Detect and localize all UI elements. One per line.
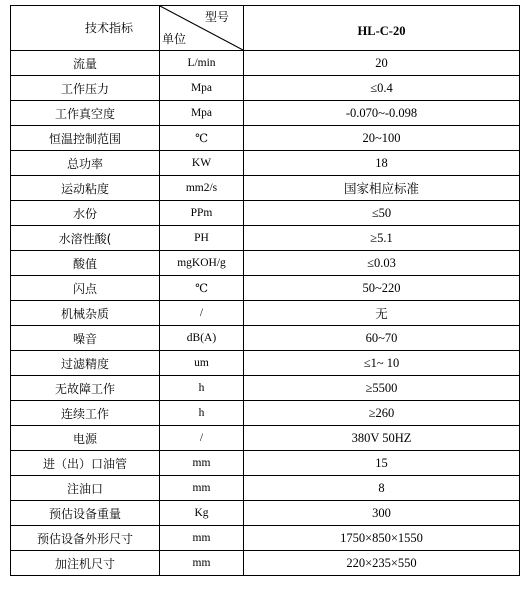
model-header: 型号: [204, 10, 229, 24]
table-row: [11, 526, 520, 551]
param-name: 连续工作: [11, 401, 160, 426]
value-cell: 220×235×550: [244, 551, 520, 576]
param-name: 进（出）口油管: [11, 451, 160, 476]
param-name: 水份: [11, 201, 160, 226]
table-row: [11, 251, 520, 276]
unit-cell: L/min: [160, 51, 244, 76]
param-name: 工作压力: [11, 76, 160, 101]
unit-cell: ℃: [160, 276, 244, 301]
unit-cell: ℃: [160, 126, 244, 151]
unit-cell: Mpa: [160, 76, 244, 101]
unit-cell: mm: [160, 476, 244, 501]
table-row: [11, 201, 520, 226]
value-cell: 20~100: [244, 126, 520, 151]
param-name: 总功率: [11, 151, 160, 176]
value-cell: 300: [244, 501, 520, 526]
param-name: 电源: [11, 426, 160, 451]
value-cell: ≥5.1: [244, 226, 520, 251]
table-row: [11, 476, 520, 501]
table-row: [11, 376, 520, 401]
param-name: 注油口: [11, 476, 160, 501]
value-cell: 20: [244, 51, 520, 76]
table-row: [11, 151, 520, 176]
param-name: 流量: [11, 51, 160, 76]
table-row: [11, 551, 520, 576]
value-cell: 15: [244, 451, 520, 476]
param-name: 工作真空度: [11, 101, 160, 126]
table-row: [11, 76, 520, 101]
unit-cell: um: [160, 351, 244, 376]
value-cell: ≤1~ 10: [244, 351, 520, 376]
param-name: 运动粘度: [11, 176, 160, 201]
param-name: 酸值: [11, 251, 160, 276]
param-name: 噪音: [11, 326, 160, 351]
unit-cell: h: [160, 401, 244, 426]
param-name: 预估设备重量: [11, 501, 160, 526]
unit-cell: mm: [160, 551, 244, 576]
param-name: 无故障工作: [11, 376, 160, 401]
param-name: 加注机尺寸: [11, 551, 160, 576]
table-row: [11, 501, 520, 526]
param-name: 机械杂质: [11, 301, 160, 326]
param-name: 恒温控制范围: [11, 126, 160, 151]
unit-cell: mm: [160, 451, 244, 476]
value-cell: 380V 50HZ: [244, 426, 520, 451]
unit-cell: PH: [160, 226, 244, 251]
spec-table: [10, 5, 520, 576]
unit-cell: /: [160, 301, 244, 326]
unit-cell: KW: [160, 151, 244, 176]
header-row: [11, 6, 520, 51]
value-cell: 18: [244, 151, 520, 176]
value-cell: ≤0.4: [244, 76, 520, 101]
table-row: [11, 276, 520, 301]
table-row: [11, 51, 520, 76]
value-cell: 50~220: [244, 276, 520, 301]
unit-header: 单位: [162, 32, 187, 46]
unit-cell: mm: [160, 526, 244, 551]
value-cell: ≤0.03: [244, 251, 520, 276]
unit-cell: dB(A): [160, 326, 244, 351]
value-cell: 1750×850×1550: [244, 526, 520, 551]
value-cell: 无: [244, 301, 520, 326]
unit-cell: Kg: [160, 501, 244, 526]
table-row: [11, 176, 520, 201]
value-cell: 国家相应标准: [244, 176, 520, 201]
table-row: [11, 126, 520, 151]
value-cell: 60~70: [244, 326, 520, 351]
table-row: [11, 326, 520, 351]
table-row: [11, 451, 520, 476]
model-value: HL-C-20: [244, 6, 520, 51]
unit-cell: mgKOH/g: [160, 251, 244, 276]
table-row: [11, 301, 520, 326]
param-name: 预估设备外形尺寸: [11, 526, 160, 551]
param-header: 技术指标: [11, 6, 160, 51]
unit-cell: PPm: [160, 201, 244, 226]
value-cell: ≥260: [244, 401, 520, 426]
table-row: [11, 401, 520, 426]
unit-cell: /: [160, 426, 244, 451]
unit-cell: h: [160, 376, 244, 401]
table-row: [11, 226, 520, 251]
param-name: 闪点: [11, 276, 160, 301]
table-row: [11, 426, 520, 451]
unit-cell: Mpa: [160, 101, 244, 126]
value-cell: -0.070~-0.098: [244, 101, 520, 126]
param-name: 水溶性酸(: [11, 226, 160, 251]
table-row: [11, 351, 520, 376]
param-name: 过滤精度: [11, 351, 160, 376]
value-cell: ≥5500: [244, 376, 520, 401]
unit-cell: mm2/s: [160, 176, 244, 201]
diagonal-header: [160, 6, 244, 51]
table-row: [11, 101, 520, 126]
value-cell: ≤50: [244, 201, 520, 226]
value-cell: 8: [244, 476, 520, 501]
